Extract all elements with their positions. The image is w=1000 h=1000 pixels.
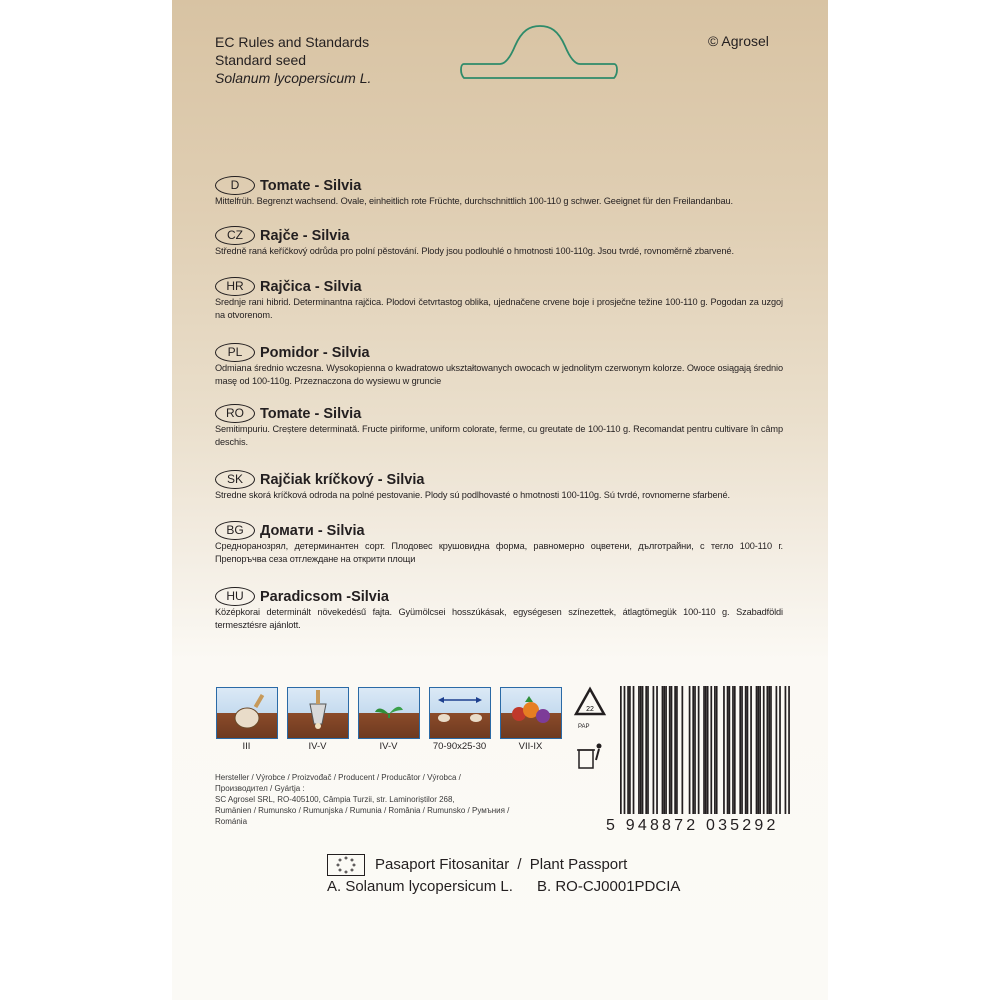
trash-bin-icon <box>574 740 604 774</box>
barcode-bar <box>640 686 642 814</box>
barcode-bar <box>759 686 761 814</box>
barcode-bar <box>779 686 781 814</box>
sowing-step-label: III <box>242 741 251 752</box>
barcode-bar <box>642 686 644 814</box>
entry-title-text: Rajčica - Silvia <box>260 278 362 295</box>
barcode-bar <box>620 686 622 814</box>
entry-description: Средноранозрял, детерминантен сорт. Плодовес крушовидна форма, равномерно оцветени, дълготрайни, с тегло 100-110 г. Препоръчва сеза отглеждане на открити площи <box>215 541 783 564</box>
svg-text:22: 22 <box>586 706 594 713</box>
spacing-icon <box>429 687 491 739</box>
barcode-bar <box>665 686 667 814</box>
entry-description: Srednje rani hibrid. Determinantna rajčica. Plodovi četvrtastog oblika, ujednačene crvene boje i prosječne težine 100-110 g. Pogodan za uzgoj na otvorenom. <box>215 297 783 320</box>
barcode-bar <box>745 686 747 814</box>
passport-title-en: Plant Passport <box>529 856 628 873</box>
sowing-step <box>428 687 491 752</box>
barcode-bar <box>710 686 712 814</box>
sowing-step <box>286 687 349 752</box>
sowing-step-label: VII-IX <box>518 741 543 752</box>
barcode-bar <box>785 686 787 814</box>
entry-title-text: Tomate - Silvia <box>260 177 362 194</box>
producer-line2: SC Agrosel SRL, RO-405100, Câmpia Turzii, str. Laminoriștilor 268, <box>215 795 455 804</box>
producer-line3: Rumänien / Rumunsko / Rumunjska / Rumunia / România / Rumunsko / Румъния / Románia <box>215 806 510 826</box>
language-badge: CZ <box>215 226 255 245</box>
language-badge: BG <box>215 521 255 540</box>
barcode-bar <box>653 686 655 814</box>
entry-title-text: Rajčiak kríčkový - Silvia <box>260 471 425 488</box>
seed-in-soil-icon <box>216 687 278 739</box>
passport-registration: B. RO-CJ0001PDCIA <box>537 878 681 895</box>
language-badge: HR <box>215 277 255 296</box>
entry-description: Středně raná keříčkový odrůda pro polní pěstování. Plody jsou podlouhlé o hmotnosti 100-110g. Jsou tvrdé, rovnoměrně zbarvené. <box>215 246 734 256</box>
barcode-bar <box>689 686 691 814</box>
barcode-bar <box>656 686 658 814</box>
passport-title: Pasaport Fitosanitar <box>375 856 510 873</box>
recycle-material: PAP <box>578 724 590 730</box>
barcode-bar <box>756 686 758 814</box>
plant-passport <box>375 854 627 876</box>
recycle-icon <box>572 686 608 726</box>
barcode-bar <box>732 686 734 814</box>
barcode-bar <box>671 686 673 814</box>
entry-title <box>215 277 362 296</box>
entry-title <box>215 343 370 362</box>
barcode <box>620 686 790 814</box>
entry-title-text: Pomidor - Silvia <box>260 344 370 361</box>
barcode-bar <box>750 686 752 814</box>
passport-separator: / <box>517 856 522 873</box>
entry-title-text: Tomate - Silvia <box>260 405 362 422</box>
producer-line1: Hersteller / Výrobce / Proizvođač / Producent / Producător / Výrobca / Производител / Gyártja : <box>215 773 461 793</box>
latin-name: Solanum lycopersicum L. <box>215 70 372 86</box>
barcode-bar <box>741 686 743 814</box>
barcode-bar <box>757 686 759 814</box>
barcode-bar <box>734 686 736 814</box>
barcode-bar <box>638 686 640 814</box>
barcode-bar <box>763 686 765 814</box>
barcode-bar <box>770 686 772 814</box>
barcode-bar <box>627 686 629 814</box>
barcode-bar <box>703 686 705 814</box>
barcode-bar <box>729 686 731 814</box>
barcode-bar <box>645 686 647 814</box>
entry-title <box>215 587 389 606</box>
barcode-bar <box>669 686 671 814</box>
language-badge: RO <box>215 404 255 423</box>
passport-botanical-name: A. Solanum lycopersicum L. <box>327 878 513 895</box>
header-block <box>215 33 371 87</box>
barcode-bar <box>676 686 678 814</box>
barcode-bar <box>727 686 729 814</box>
sowing-step-label: 70-90x25-30 <box>432 741 487 752</box>
barcode-bar <box>716 686 718 814</box>
barcode-bar <box>705 686 707 814</box>
entry-title-text: Домати - Silvia <box>260 522 365 539</box>
eu-flag-icon <box>327 854 365 876</box>
barcode-bar <box>662 686 664 814</box>
barcode-bar <box>624 686 626 814</box>
barcode-bar <box>739 686 741 814</box>
barcode-bar <box>768 686 770 814</box>
sowing-step <box>215 687 278 752</box>
barcode-bar <box>629 686 631 814</box>
barcode-digits: 5 948872 035292 <box>606 817 779 834</box>
hanger-hole-outline <box>460 22 620 82</box>
barcode-bar <box>694 686 696 814</box>
barcode-bar <box>714 686 716 814</box>
barcode-bar <box>747 686 749 814</box>
barcode-bar <box>698 686 700 814</box>
harvest-icon <box>500 687 562 739</box>
entry-description: Mittelfrüh. Begrenzt wachsend. Ovale, einheitlich rote Früchte, durchschnittlich 100-110 g schwer. Geeignet für den Freilandanbau. <box>215 196 733 206</box>
sowing-step <box>499 687 562 752</box>
barcode-bar <box>681 686 683 814</box>
entry-title <box>215 404 361 423</box>
language-badge: D <box>215 176 255 195</box>
seedling-icon <box>358 687 420 739</box>
barcode-bar <box>707 686 709 814</box>
barcode-bar <box>674 686 676 814</box>
barcode-bar <box>647 686 649 814</box>
entry-title-text: Paradicsom -Silvia <box>260 588 389 605</box>
barcode-bar <box>663 686 665 814</box>
copyright: © Agrosel <box>708 33 769 49</box>
sowing-step <box>357 687 420 752</box>
sowing-calendar <box>215 687 562 752</box>
entry-description: Középkorai determinált növekedésű fajta. Gyümölcsei hosszúkásak, egységesen színezettek, átlagtömegük 100-110 g. Szabadföldi termesztésre ajánlott. <box>215 607 783 630</box>
barcode-bar <box>766 686 768 814</box>
sowing-step-label: IV-V <box>379 741 398 752</box>
entry-title <box>215 470 424 489</box>
barcode-bar <box>633 686 635 814</box>
language-badge: SK <box>215 470 255 489</box>
barcode-bar <box>776 686 778 814</box>
entry-title <box>215 521 365 540</box>
header-line2: Standard seed <box>215 52 307 68</box>
language-badge: HU <box>215 587 255 606</box>
entry-description: Stredne skorá kríčková odroda na polné pestovanie. Plody sú podlhovasté o hmotnosti 100-110g. Sú tvrdé, rovnomerne sfarbené. <box>215 490 731 500</box>
entry-description: Odmiana średnio wczesna. Wysokopienna o kwadratowo ukształtowanych owocach w jednolitym czerwonym kolorze. Owoce osiągają średnio masę od 100-110g. Przeznaczona do wysiewu w gruncie <box>215 363 783 386</box>
entry-title <box>215 226 349 245</box>
barcode-bar <box>723 686 725 814</box>
language-badge: PL <box>215 343 255 362</box>
trowel-planting-icon <box>287 687 349 739</box>
entry-description: Semitimpuriu. Creștere determinată. Fructe piriforme, uniform colorate, ferme, cu greutate de 100-110 g. Recomandat pentru cultivare în câmp deschis. <box>215 424 783 447</box>
entry-title <box>215 176 361 195</box>
entry-title-text: Rajče - Silvia <box>260 227 350 244</box>
sowing-step-label: IV-V <box>308 741 327 752</box>
producer-info <box>215 772 515 827</box>
barcode-bar <box>788 686 790 814</box>
barcode-bar <box>692 686 694 814</box>
header-line1: EC Rules and Standards <box>215 34 370 50</box>
